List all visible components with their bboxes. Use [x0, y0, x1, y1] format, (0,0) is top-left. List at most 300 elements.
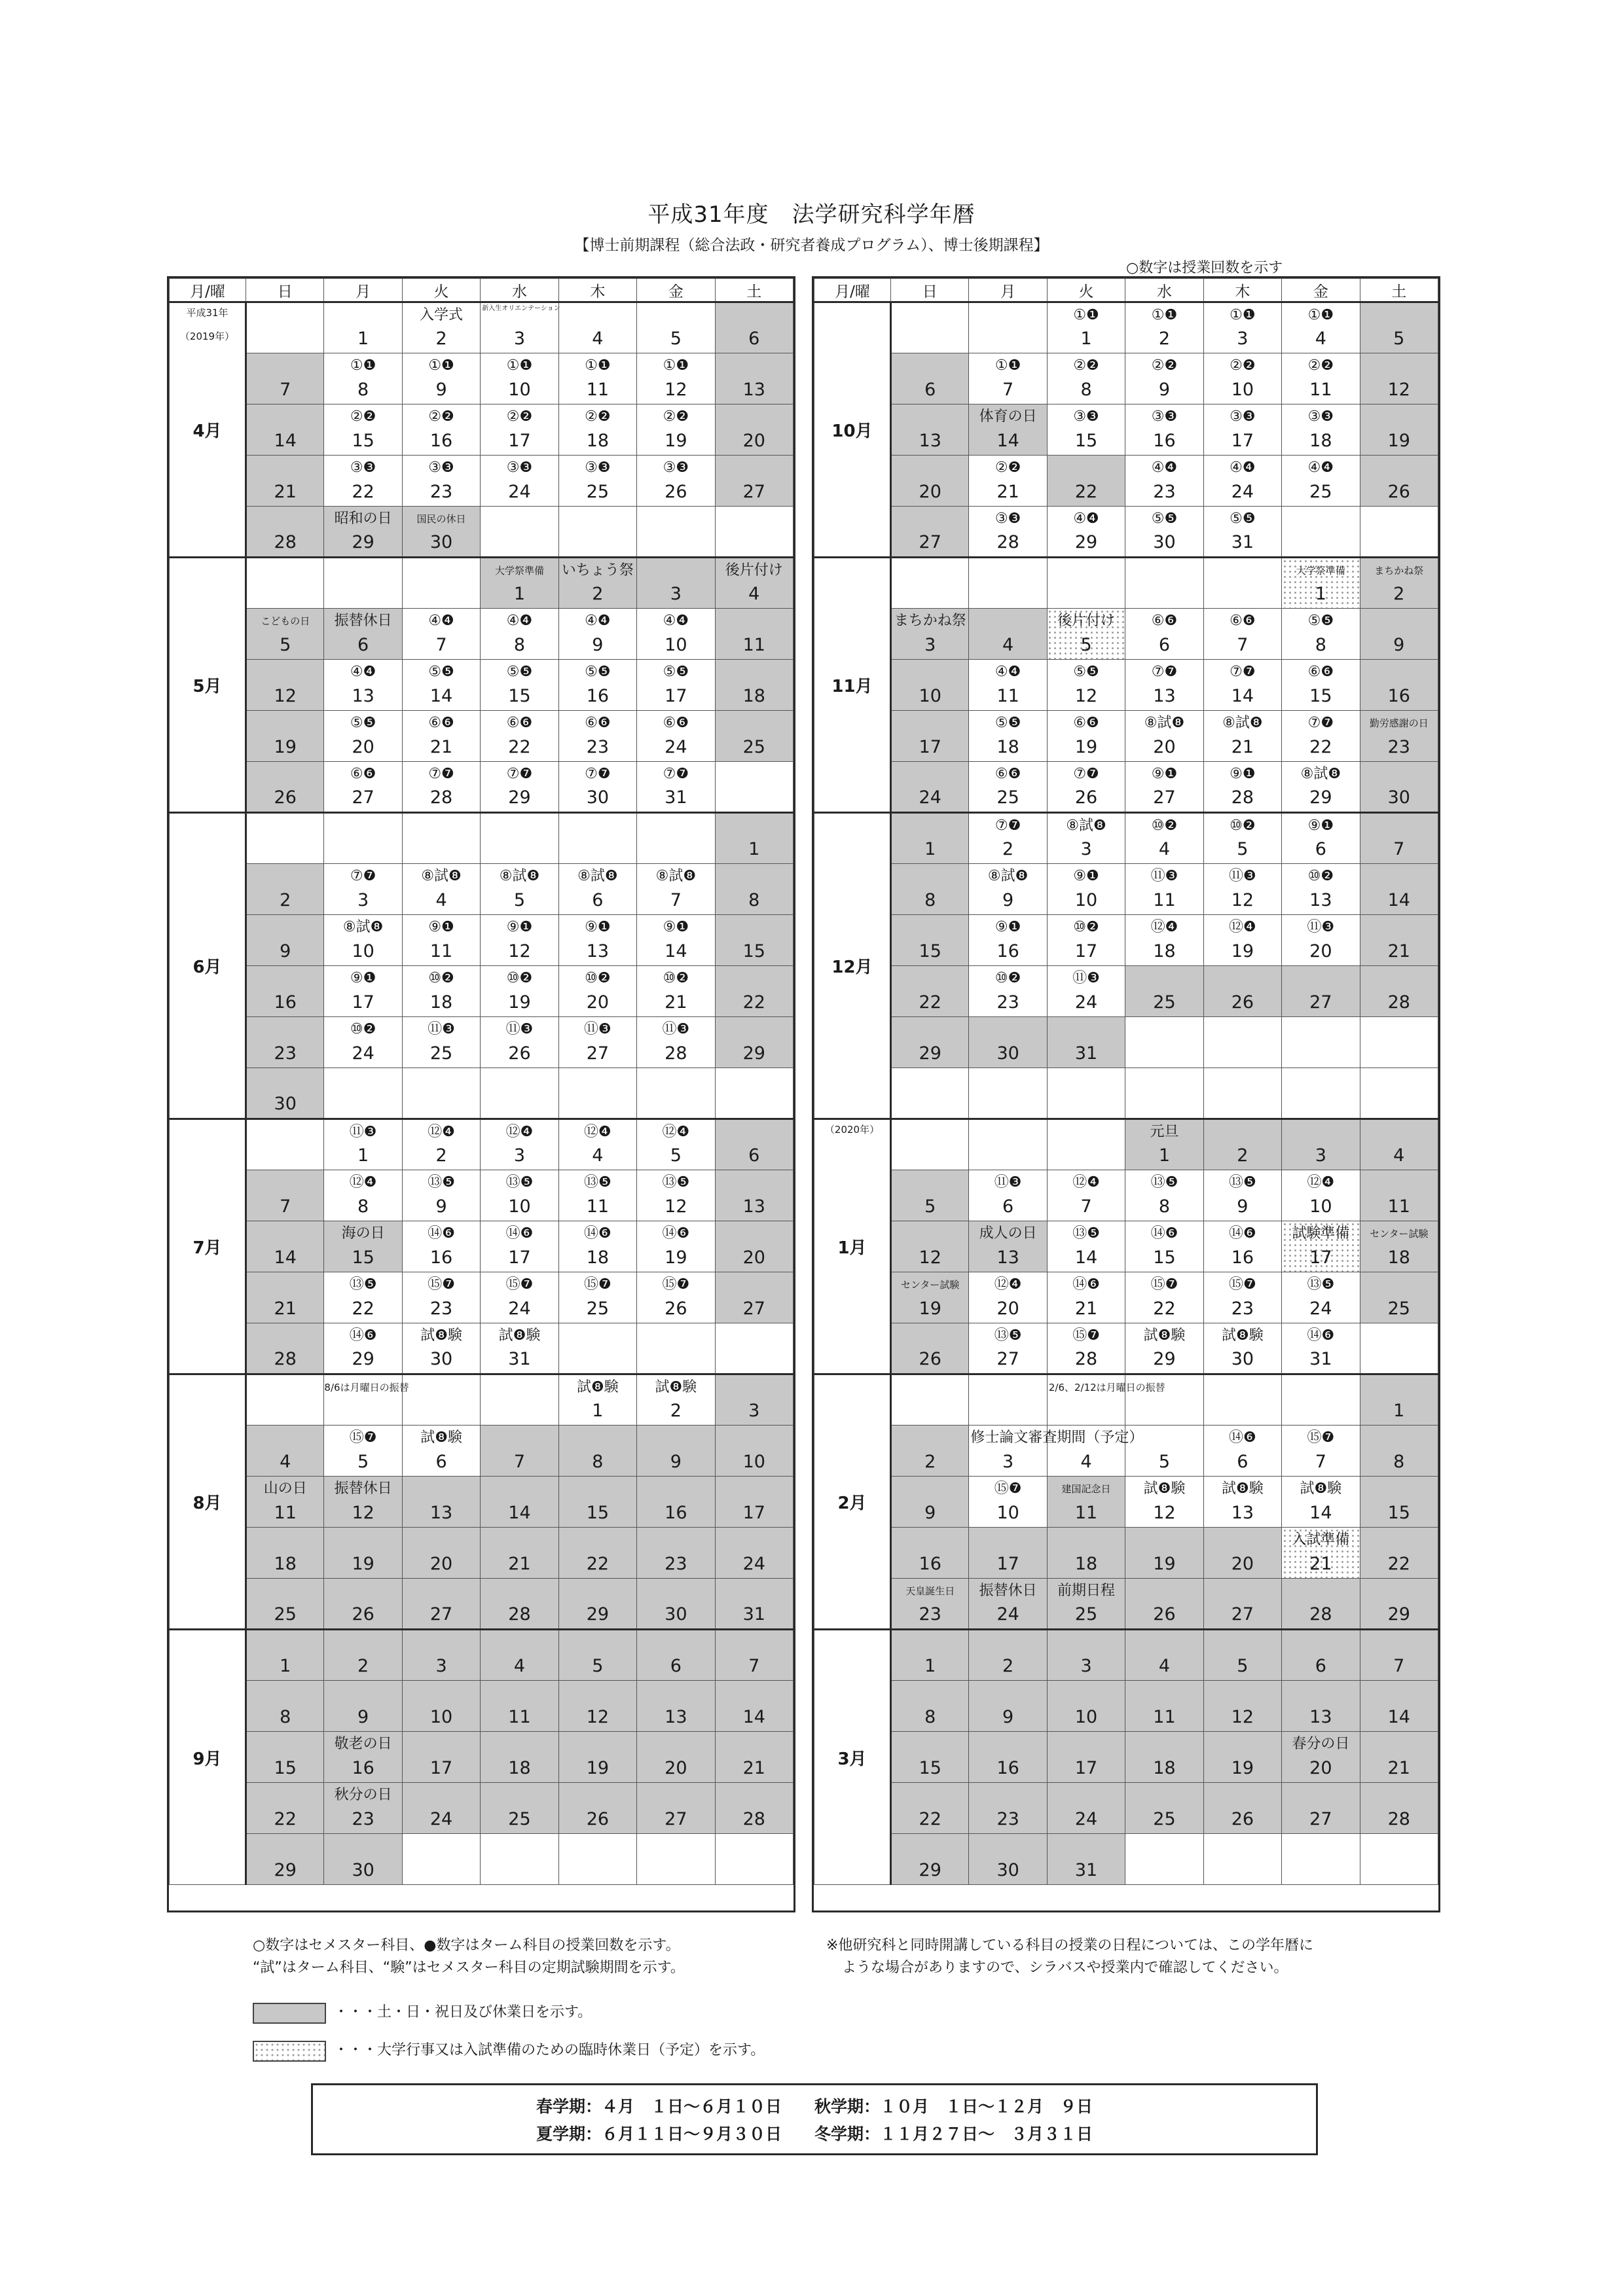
day-number: 13	[996, 1247, 1019, 1268]
day-cell	[1360, 1426, 1438, 1477]
day-number: 18	[1309, 431, 1332, 451]
day-number: 19	[586, 1758, 610, 1778]
day-annotation: ④❹	[1307, 459, 1334, 476]
term-line-1: 春学期：４月 １日～６月１０日 秋学期：１０月 １日～１２月 ９日	[536, 2097, 1093, 2116]
day-annotation: 試❽験	[1143, 1480, 1186, 1497]
day-annotation: ⑫❹	[1150, 919, 1178, 935]
day-cell	[637, 353, 715, 404]
day-number: 16	[919, 1554, 941, 1574]
day-cell	[891, 1221, 969, 1272]
day-cell	[1125, 813, 1203, 864]
day-number: 23	[274, 1043, 297, 1064]
day-cell	[481, 353, 558, 404]
day-annotation: ⑬❺	[505, 1174, 534, 1191]
day-annotation: 建国記念日	[1061, 1483, 1111, 1495]
day-annotation: 敬老の日	[334, 1736, 392, 1752]
header-tue: 火	[1047, 279, 1125, 302]
day-annotation: ②❷	[1073, 357, 1099, 374]
week-row	[814, 1272, 1438, 1323]
day-cell	[1360, 1170, 1438, 1221]
day-cell	[324, 404, 402, 456]
day-cell	[969, 1323, 1047, 1374]
day-annotation: ⑥❻	[1073, 715, 1099, 731]
day-annotation: ⑤❺	[506, 664, 533, 680]
day-number: 28	[429, 787, 453, 808]
day-cell	[637, 1579, 715, 1630]
day-number: 28	[1231, 787, 1254, 808]
day-cell	[969, 1426, 1144, 1477]
day-number: 10	[1231, 380, 1254, 400]
week-row	[170, 1374, 793, 1426]
day-annotation: ⑫❹	[994, 1276, 1022, 1293]
day-number: 25	[429, 1043, 453, 1064]
day-cell	[481, 1732, 558, 1783]
day-cell	[1125, 302, 1203, 353]
month-label	[814, 558, 891, 813]
week-row	[814, 1068, 1438, 1119]
day-number: 21	[1074, 1299, 1098, 1319]
day-number: 5	[592, 1656, 604, 1676]
day-annotation: ⑮❼	[1307, 1429, 1335, 1446]
day-number: 19	[508, 992, 531, 1013]
day-number: 2	[280, 890, 291, 910]
day-annotation: ④❹	[994, 664, 1021, 680]
day-annotation: ⑩❷	[506, 970, 533, 986]
day-annotation: 山の日	[263, 1480, 307, 1497]
day-cell	[1282, 966, 1360, 1017]
day-cell	[402, 1834, 480, 1885]
day-number: 15	[352, 431, 374, 451]
day-annotation: ⑫❹	[1307, 1174, 1335, 1191]
day-annotation: ⑥❻	[585, 715, 611, 731]
day-annotation: ⑭❻	[1229, 1429, 1256, 1446]
day-number: 29	[1309, 787, 1332, 808]
day-annotation: ①❶	[994, 357, 1021, 374]
day-cell	[1282, 507, 1360, 558]
day-cell	[1125, 660, 1203, 711]
week-row	[170, 456, 793, 507]
day-annotation: ⑩❷	[1230, 817, 1256, 834]
day-cell	[969, 507, 1047, 558]
month-label	[170, 1374, 246, 1630]
day-cell	[969, 1630, 1047, 1681]
day-cell	[402, 1323, 480, 1374]
day-annotation: ⑮❼	[1229, 1276, 1256, 1293]
day-number: 23	[429, 482, 453, 502]
week-row	[170, 711, 793, 762]
header-fri: 金	[1282, 279, 1360, 302]
day-annotation: ①❶	[585, 357, 611, 374]
day-cell	[1125, 762, 1203, 813]
day-annotation: ⑥❻	[1307, 664, 1334, 680]
day-number: 23	[919, 1604, 941, 1624]
day-cell	[1047, 609, 1125, 660]
week-row	[814, 1477, 1438, 1528]
day-cell	[969, 660, 1047, 711]
day-cell	[891, 1528, 969, 1579]
day-number: 31	[665, 787, 687, 808]
day-number: 28	[1387, 992, 1410, 1013]
week-row	[170, 1783, 793, 1834]
day-cell	[637, 1323, 715, 1374]
day-number: 7	[1237, 635, 1249, 655]
day-number: 27	[665, 1809, 687, 1829]
day-number: 16	[1387, 686, 1410, 706]
day-cell	[481, 1119, 558, 1170]
day-cell	[1360, 302, 1438, 353]
day-annotation: ⑦❼	[1151, 664, 1178, 680]
month-name: 9月	[192, 1749, 222, 1769]
day-number: 1	[1080, 329, 1092, 349]
day-number: 29	[919, 1860, 941, 1880]
day-number: 29	[352, 532, 374, 552]
day-cell	[637, 966, 715, 1017]
day-cell	[891, 864, 969, 915]
day-number: 3	[435, 1656, 447, 1676]
day-cell	[891, 456, 969, 507]
day-number: 10	[1074, 1707, 1098, 1727]
day-number: 11	[1309, 380, 1332, 400]
day-annotation: 大学祭準備	[494, 565, 544, 577]
day-number: 25	[1387, 1299, 1410, 1319]
day-number: 30	[1231, 1349, 1254, 1369]
header-sun: 日	[891, 279, 969, 302]
day-cell	[246, 1528, 324, 1579]
day-cell	[246, 1732, 324, 1783]
month-name: 12月	[831, 958, 873, 977]
day-cell	[969, 1017, 1047, 1068]
weekday-header-row	[814, 279, 1438, 302]
page-subtitle: 【博士前期課程（総合法政・研究者養成プログラム）、博士後期課程】	[574, 237, 1049, 254]
day-number: 20	[1309, 941, 1332, 961]
header-sun: 日	[246, 279, 324, 302]
day-annotation: 国民の休日	[416, 513, 466, 525]
day-cell	[1360, 1323, 1438, 1374]
day-cell	[1203, 813, 1281, 864]
day-cell	[1360, 813, 1438, 864]
day-cell	[637, 711, 715, 762]
day-cell	[1282, 864, 1360, 915]
day-cell	[715, 1068, 793, 1119]
day-number: 24	[508, 1299, 531, 1319]
day-cell	[481, 762, 558, 813]
day-annotation: ⑬❺	[1229, 1174, 1256, 1191]
day-annotation: まちかね祭	[1374, 565, 1424, 577]
day-cell	[558, 813, 636, 864]
day-cell	[1125, 1170, 1203, 1221]
day-annotation: ⑬❺	[662, 1174, 690, 1191]
year-label: （2020年）	[824, 1124, 880, 1136]
day-number: 7	[748, 1656, 760, 1676]
legend-gray-text: ・・・土・日・祝日及び休業日を示す。	[334, 2004, 593, 2020]
day-cell	[1125, 1834, 1203, 1885]
day-number: 8	[748, 890, 760, 910]
day-annotation: ④❹	[1230, 459, 1256, 476]
day-number: 11	[1153, 1707, 1176, 1727]
day-number: 16	[996, 1758, 1019, 1778]
day-cell	[1047, 1528, 1125, 1579]
day-cell	[891, 1732, 969, 1783]
header-wed: 水	[481, 279, 558, 302]
month-label	[170, 1630, 246, 1885]
day-number: 7	[1393, 1656, 1405, 1676]
day-number: 6	[1315, 839, 1326, 859]
day-number: 27	[996, 1349, 1019, 1369]
day-cell	[481, 1426, 558, 1477]
day-cell	[637, 507, 715, 558]
day-number: 7	[280, 1196, 291, 1217]
day-cell	[1125, 353, 1203, 404]
day-number: 3	[1080, 1656, 1092, 1676]
day-number: 24	[742, 1554, 765, 1574]
day-number: 29	[352, 1349, 374, 1369]
day-cell	[715, 864, 793, 915]
day-annotation: ⑩❷	[1151, 817, 1178, 834]
day-cell	[324, 1323, 402, 1374]
day-number: 11	[586, 1196, 610, 1217]
day-number: 3	[1080, 839, 1092, 859]
day-cell	[891, 1068, 969, 1119]
month-name: 6月	[192, 958, 222, 977]
note-class-count: ○数字はセメスター科目、●数字はターム科目の授業回数を示す。	[253, 1937, 680, 1954]
day-cell	[246, 966, 324, 1017]
day-number: 27	[1309, 1809, 1332, 1829]
day-cell	[246, 762, 324, 813]
day-cell	[1282, 1068, 1360, 1119]
day-annotation: 8/6は月曜日の振替	[324, 1382, 409, 1393]
day-cell	[969, 1477, 1047, 1528]
day-cell	[481, 1017, 558, 1068]
day-annotation: ⑬❺	[994, 1327, 1022, 1344]
day-number: 8	[592, 1452, 604, 1472]
day-cell	[1203, 1272, 1281, 1323]
day-number: 2	[592, 584, 604, 604]
day-number: 12	[919, 1247, 941, 1268]
day-annotation: ⑦❼	[585, 766, 611, 782]
day-cell	[481, 1068, 558, 1119]
day-number: 2	[924, 1452, 936, 1472]
day-cell	[891, 1170, 969, 1221]
day-number: 23	[996, 1809, 1019, 1829]
day-cell	[637, 762, 715, 813]
day-number: 1	[357, 1145, 369, 1166]
day-cell	[715, 1681, 793, 1732]
week-row	[814, 1630, 1438, 1681]
day-cell	[969, 1272, 1047, 1323]
day-number: 5	[280, 635, 291, 655]
month-name: 7月	[192, 1238, 222, 1258]
day-cell	[1125, 1017, 1203, 1068]
day-cell	[558, 1221, 636, 1272]
day-number: 12	[1231, 890, 1254, 910]
day-number: 14	[508, 1503, 531, 1523]
day-number: 22	[1074, 482, 1098, 502]
day-cell	[715, 1170, 793, 1221]
day-number: 13	[429, 1503, 453, 1523]
day-cell	[891, 1272, 969, 1323]
month-name: 8月	[192, 1494, 222, 1513]
day-cell	[1047, 1630, 1125, 1681]
day-number: 3	[513, 329, 526, 349]
day-cell	[1125, 1221, 1203, 1272]
day-number: 5	[1393, 329, 1405, 349]
day-number: 20	[1309, 1758, 1332, 1778]
day-number: 29	[919, 1043, 941, 1064]
day-cell	[558, 1017, 636, 1068]
day-cell	[1203, 302, 1281, 353]
day-cell	[402, 1068, 480, 1119]
day-number: 18	[429, 992, 453, 1013]
day-annotation: ⑨❶	[1307, 817, 1334, 834]
week-row	[814, 1783, 1438, 1834]
header-mon: 月	[324, 279, 402, 302]
day-number: 29	[1153, 1349, 1176, 1369]
day-cell	[324, 1017, 402, 1068]
day-number: 30	[665, 1604, 687, 1624]
day-number: 21	[665, 992, 687, 1013]
day-cell	[402, 1579, 480, 1630]
day-number: 9	[1002, 1707, 1014, 1727]
day-number: 25	[508, 1809, 531, 1829]
week-row	[814, 1221, 1438, 1272]
day-cell	[324, 1272, 402, 1323]
day-cell	[891, 609, 969, 660]
day-cell	[1203, 1681, 1281, 1732]
day-annotation: 振替休日	[979, 1583, 1037, 1599]
day-cell	[715, 1630, 793, 1681]
day-cell	[481, 1834, 558, 1885]
day-number: 16	[996, 941, 1019, 961]
day-number: 9	[1158, 380, 1171, 400]
day-number: 24	[1231, 482, 1254, 502]
day-annotation: 後片付け	[725, 562, 783, 579]
day-cell	[324, 1834, 402, 1885]
day-annotation: ③❸	[1307, 408, 1334, 425]
day-cell	[1360, 966, 1438, 1017]
day-cell	[969, 558, 1047, 609]
week-row	[170, 609, 793, 660]
day-annotation: こどもの日	[261, 615, 310, 627]
day-number: 21	[429, 737, 453, 757]
month-label	[170, 558, 246, 813]
day-cell	[246, 1170, 324, 1221]
day-cell	[402, 1528, 480, 1579]
day-number: 18	[1074, 1554, 1098, 1574]
day-number: 6	[1002, 1196, 1014, 1217]
day-number: 19	[665, 1247, 687, 1268]
day-number: 18	[1153, 941, 1176, 961]
day-cell	[1360, 864, 1438, 915]
day-number: 23	[429, 1299, 453, 1319]
day-cell	[715, 1374, 793, 1426]
day-cell	[246, 1119, 324, 1170]
day-number: 27	[919, 532, 941, 552]
day-cell	[1360, 1630, 1438, 1681]
day-cell	[1360, 609, 1438, 660]
day-number: 6	[357, 635, 369, 655]
day-number: 1	[592, 1401, 604, 1421]
day-cell	[1203, 404, 1281, 456]
day-number: 25	[586, 482, 610, 502]
day-cell	[1282, 353, 1360, 404]
day-number: 28	[996, 532, 1019, 552]
day-cell	[969, 609, 1047, 660]
day-number: 26	[665, 482, 687, 502]
day-annotation: 大学祭準備	[1296, 565, 1345, 577]
day-number: 5	[1158, 1452, 1171, 1472]
day-cell	[715, 558, 793, 609]
day-cell	[1125, 1119, 1203, 1170]
day-number: 9	[1002, 890, 1014, 910]
day-cell	[324, 1477, 402, 1528]
header-month-weekday: 月/曜	[170, 279, 246, 302]
day-annotation: ⑧試❽	[577, 868, 618, 884]
day-cell	[715, 1221, 793, 1272]
day-cell	[481, 609, 558, 660]
note-exam-mark: “試”はターム科目、“験”はセメスター科目の定期試験期間を示す。	[253, 1960, 685, 1976]
day-number: 24	[508, 482, 531, 502]
day-annotation: ①❶	[1230, 307, 1256, 323]
day-cell	[891, 1477, 969, 1528]
day-cell	[715, 1732, 793, 1783]
day-cell	[558, 1272, 636, 1323]
page-title: 平成31年度 法学研究科学年暦	[647, 202, 976, 228]
day-cell	[402, 1170, 480, 1221]
day-number: 17	[508, 1247, 531, 1268]
day-cell	[246, 1374, 324, 1426]
day-annotation: ⑬❺	[584, 1174, 611, 1191]
day-cell	[402, 404, 480, 456]
day-number: 2	[670, 1401, 682, 1421]
day-cell	[558, 1732, 636, 1783]
day-number: 28	[508, 1604, 531, 1624]
day-cell	[246, 915, 324, 966]
day-cell	[715, 813, 793, 864]
day-annotation: ⑪❸	[1072, 970, 1100, 986]
day-cell	[1047, 1170, 1125, 1221]
day-number: 26	[586, 1809, 610, 1829]
day-cell	[1282, 1579, 1360, 1630]
day-number: 9	[592, 635, 604, 655]
day-cell	[637, 1272, 715, 1323]
legend-note-top: ○数字は授業回数を示す	[1126, 260, 1283, 276]
day-cell	[324, 1119, 402, 1170]
day-cell	[1203, 1170, 1281, 1221]
day-annotation: センター試験	[901, 1279, 960, 1291]
day-number: 10	[508, 380, 531, 400]
day-number: 30	[352, 1860, 374, 1880]
week-row	[814, 1834, 1438, 1885]
day-cell	[1360, 1477, 1438, 1528]
day-number: 20	[429, 1554, 453, 1574]
day-cell	[481, 1272, 558, 1323]
day-cell	[715, 762, 793, 813]
day-number: 16	[1153, 431, 1176, 451]
day-cell	[402, 1783, 480, 1834]
day-annotation: 試❽験	[1300, 1480, 1342, 1497]
day-annotation: ⑧試❽	[655, 868, 697, 884]
day-cell	[1360, 762, 1438, 813]
day-annotation: ⑩❷	[1307, 868, 1334, 884]
day-cell	[402, 1630, 480, 1681]
day-annotation: ⑦❼	[1230, 664, 1256, 680]
day-number: 12	[665, 380, 687, 400]
day-annotation: まちかね祭	[894, 613, 966, 629]
day-number: 1	[1158, 1145, 1171, 1166]
day-annotation: ⑫❹	[428, 1124, 455, 1140]
day-cell	[1047, 353, 1125, 404]
day-number: 4	[1158, 1656, 1171, 1676]
